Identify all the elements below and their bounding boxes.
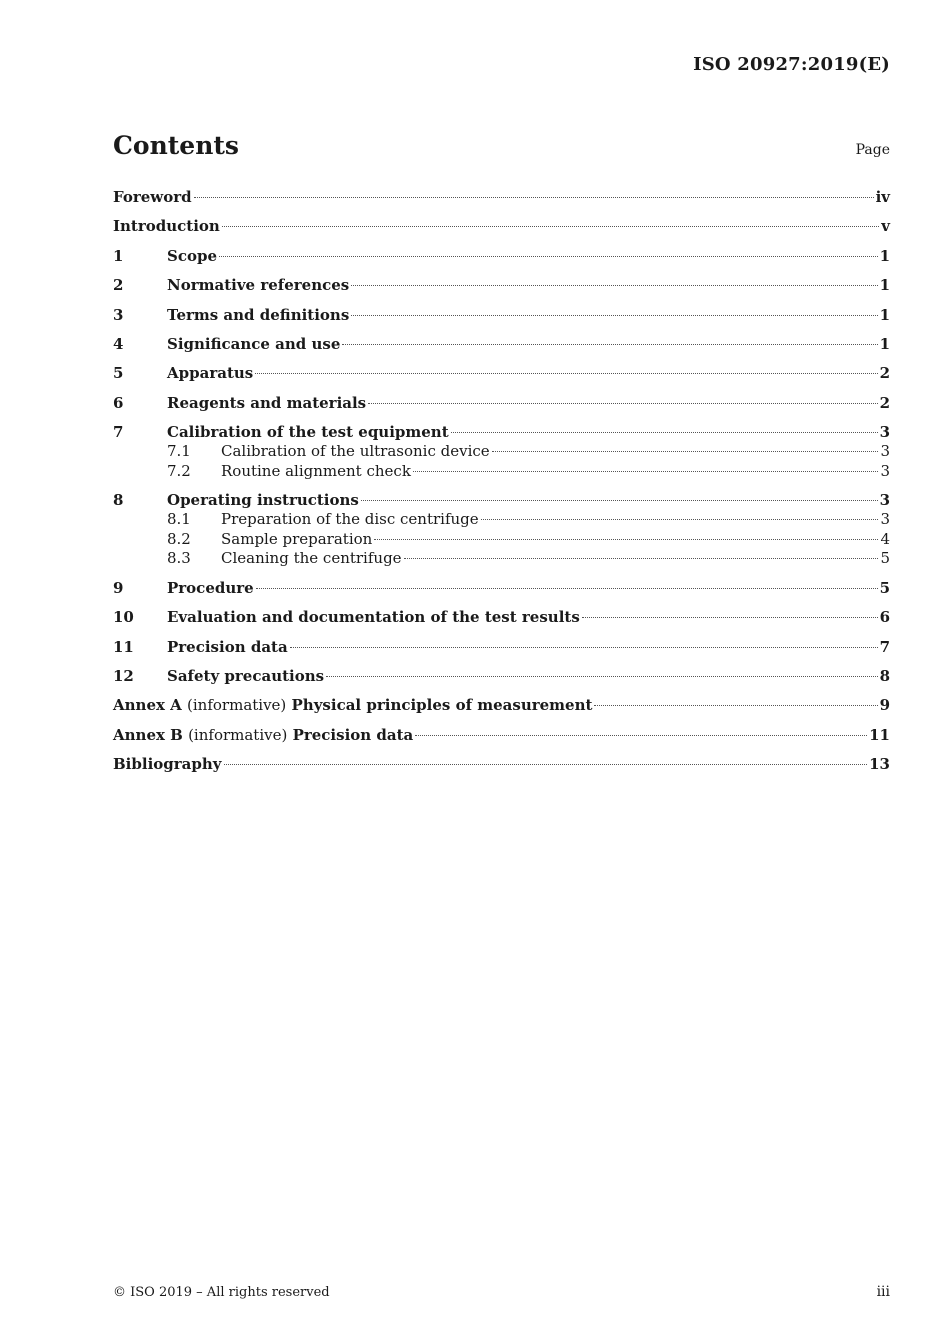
toc-subentry-title: Calibration of the ultrasonic device xyxy=(221,442,490,461)
toc-subentry-number: 8.3 xyxy=(167,549,191,568)
dot-leader xyxy=(451,431,878,433)
toc-entry-number: 4 xyxy=(113,334,124,353)
dot-leader xyxy=(594,704,877,706)
dot-leader xyxy=(222,225,879,227)
toc-entry-number: 1 xyxy=(113,246,124,265)
dot-leader xyxy=(415,734,867,736)
toc-entry-page: 1 xyxy=(879,276,890,295)
toc-entry-normative-references[interactable] xyxy=(113,274,890,303)
dot-leader xyxy=(256,587,878,589)
toc-entry-page: 13 xyxy=(869,755,890,774)
toc-entry-title: Bibliography xyxy=(113,755,222,774)
dot-leader xyxy=(361,499,878,501)
dot-leader xyxy=(368,402,877,404)
toc-entry-title: Safety precautions xyxy=(167,667,325,686)
toc-entry-page: 2 xyxy=(879,364,890,383)
toc-entry-title: Terms and definitions xyxy=(167,305,350,324)
annex-title: Precision data xyxy=(292,725,414,744)
annex-qualifier: (informative) xyxy=(187,696,287,715)
footer-page-number: iii xyxy=(876,1284,890,1300)
toc-entry-title: Scope xyxy=(167,246,218,265)
toc-entry-page: 8 xyxy=(879,667,890,686)
document-id: ISO 20927:2019(E) xyxy=(693,54,890,75)
toc-subentry-title: Sample preparation xyxy=(221,529,373,548)
dot-leader xyxy=(413,470,879,472)
toc-subentry-7-2[interactable] xyxy=(113,462,890,490)
page-column-label: Page xyxy=(855,142,890,158)
toc-entry-scope[interactable] xyxy=(113,245,890,274)
dot-leader xyxy=(219,255,878,257)
toc-entry-number: 7 xyxy=(113,423,124,442)
toc-entry-annex-a[interactable] xyxy=(113,694,890,723)
toc-entry-number: 2 xyxy=(113,276,124,295)
toc-entry-title: Precision data xyxy=(167,637,288,656)
toc-subentry-8-2[interactable] xyxy=(113,530,890,550)
toc-subentry-page: 3 xyxy=(880,510,890,529)
toc-entry-number: 12 xyxy=(113,667,134,686)
footer-copyright: © ISO 2019 – All rights reserved xyxy=(113,1285,330,1300)
dot-leader xyxy=(342,343,877,345)
toc-entry-number: 10 xyxy=(113,608,134,627)
dot-leader xyxy=(351,314,877,316)
toc-annex-title-group xyxy=(113,695,592,715)
toc-entry-page: 9 xyxy=(879,696,890,715)
annex-qualifier: (informative) xyxy=(188,725,288,744)
toc-subentry-title: Routine alignment check xyxy=(221,461,411,480)
toc-subentry-page: 5 xyxy=(880,549,890,568)
toc-entry-number: 8 xyxy=(113,491,124,510)
toc-entry-title: Introduction xyxy=(113,217,220,236)
table-of-contents xyxy=(113,186,890,783)
toc-entry-page: 7 xyxy=(879,637,890,656)
toc-entry-number: 9 xyxy=(113,578,124,597)
toc-entry-reagents-and-materials[interactable] xyxy=(113,392,890,421)
toc-entry-significance-and-use[interactable] xyxy=(113,333,890,362)
dot-leader xyxy=(492,450,879,452)
toc-annex-title-group xyxy=(113,725,413,745)
dot-leader xyxy=(194,196,874,198)
toc-subentry-8-3[interactable] xyxy=(113,549,890,577)
toc-entry-title: Apparatus xyxy=(167,364,254,383)
toc-entry-evaluation[interactable] xyxy=(113,606,890,635)
toc-subentry-8-1[interactable] xyxy=(113,510,890,530)
toc-entry-number: 3 xyxy=(113,305,124,324)
toc-entry-terms-and-definitions[interactable] xyxy=(113,304,890,333)
toc-subentry-title: Cleaning the centrifuge xyxy=(221,549,402,568)
toc-entry-page: 3 xyxy=(879,491,890,510)
toc-entry-precision-data[interactable] xyxy=(113,636,890,665)
toc-entry-number: 6 xyxy=(113,393,124,412)
dot-leader xyxy=(326,675,877,677)
toc-subentry-title: Preparation of the disc centrifuge xyxy=(221,510,479,529)
annex-label: Annex B xyxy=(113,725,183,744)
toc-entry-title: Normative references xyxy=(167,276,350,295)
toc-subentry-number: 7.2 xyxy=(167,461,191,480)
toc-entry-title: Procedure xyxy=(167,578,254,597)
toc-entry-annex-b[interactable] xyxy=(113,724,890,753)
toc-entry-page: v xyxy=(881,217,890,236)
toc-entry-page: 2 xyxy=(879,393,890,412)
dot-leader xyxy=(582,616,878,618)
toc-entry-title: Reagents and materials xyxy=(167,393,367,412)
toc-subentry-number: 7.1 xyxy=(167,442,191,461)
toc-entry-title: Evaluation and documentation of the test results xyxy=(167,608,580,627)
toc-subentry-page: 3 xyxy=(880,461,890,480)
toc-entry-number: 11 xyxy=(113,637,134,656)
toc-subentry-number: 8.2 xyxy=(167,529,191,548)
contents-title: Contents xyxy=(113,131,240,160)
toc-entry-foreword[interactable] xyxy=(113,186,890,215)
toc-entry-page: 3 xyxy=(879,423,890,442)
dot-leader xyxy=(351,284,877,286)
toc-entry-operating-instructions[interactable] xyxy=(113,489,890,510)
toc-subentry-number: 8.1 xyxy=(167,510,191,529)
dot-leader xyxy=(374,538,878,540)
dot-leader xyxy=(224,763,868,765)
toc-entry-apparatus[interactable] xyxy=(113,362,890,391)
toc-entry-page: 1 xyxy=(879,246,890,265)
toc-subentry-page: 4 xyxy=(880,529,890,548)
toc-subentry-page: 3 xyxy=(880,442,890,461)
toc-entry-title: Foreword xyxy=(113,188,192,206)
toc-entry-page: 1 xyxy=(879,334,890,353)
toc-entry-page: 5 xyxy=(879,578,890,597)
toc-entry-page: iv xyxy=(875,188,890,206)
toc-entry-page: 6 xyxy=(879,608,890,627)
toc-entry-title: Significance and use xyxy=(167,334,341,353)
dot-leader xyxy=(290,646,878,648)
toc-entry-procedure[interactable] xyxy=(113,577,890,606)
toc-entry-number: 5 xyxy=(113,364,124,383)
toc-entry-calibration[interactable] xyxy=(113,421,890,442)
dot-leader xyxy=(481,518,879,520)
toc-entry-safety-precautions[interactable] xyxy=(113,665,890,694)
toc-entry-bibliography[interactable] xyxy=(113,753,890,782)
toc-entry-page: 1 xyxy=(879,305,890,324)
toc-entry-title: Operating instructions xyxy=(167,491,359,510)
annex-label: Annex A xyxy=(113,696,182,715)
toc-entry-introduction[interactable] xyxy=(113,215,890,244)
toc-entry-title: Calibration of the test equipment xyxy=(167,423,449,442)
dot-leader xyxy=(404,557,879,559)
annex-title: Physical principles of measurement xyxy=(291,696,593,715)
dot-leader xyxy=(255,372,877,374)
toc-entry-page: 11 xyxy=(869,725,890,744)
toc-subentry-7-1[interactable] xyxy=(113,442,890,462)
